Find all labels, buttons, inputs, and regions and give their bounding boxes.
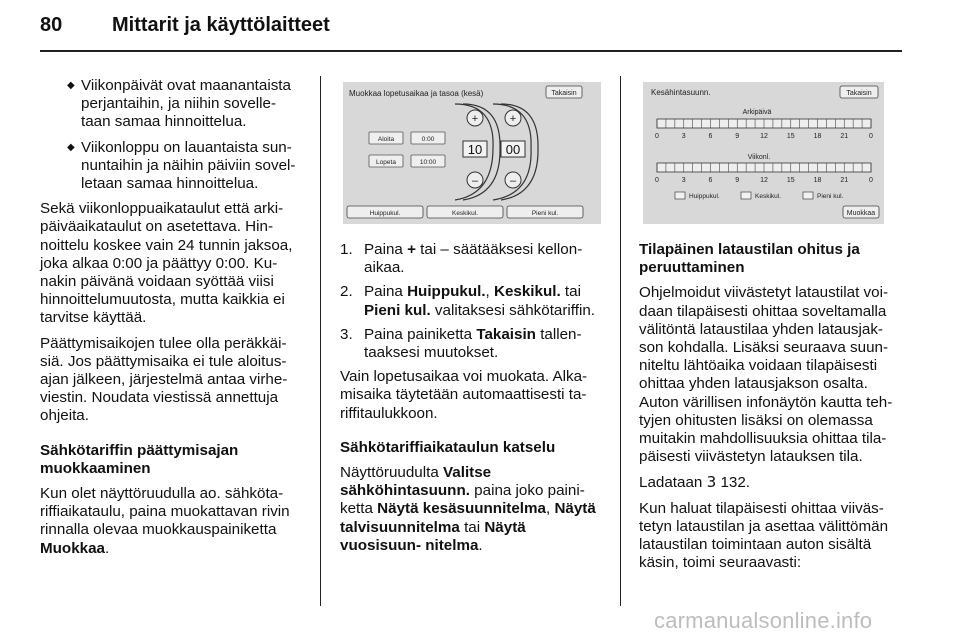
header-rule — [40, 50, 902, 52]
section-heading: Sähkötariffiaikataulun katselu — [340, 438, 556, 456]
step-text: tallen- taaksesi muutokset. — [364, 325, 582, 362]
screen-title: Kesähintasuunn. — [651, 88, 711, 97]
page-reference: 132. — [716, 474, 751, 492]
paragraph-text: paina joko paini- ketta — [340, 482, 585, 518]
paragraph: Sekä viikonloppuaikataulut että arki- päiväaikataulut on asetettava. Hin- noittelu koskee vain 24 tunnin jaksoa, joka alkaa 0:00 ja päättyy 0:00. Ku- nakin päivänä voidaan syöttää viisi hinnoittelumuutosta, mutta kaikkia ei tarvitse käyttää. — [40, 200, 293, 327]
plus-icon: + — [471, 113, 479, 125]
paragraph-bold: Valitse sähköhintasuunn. — [340, 464, 492, 500]
end-value: 10:00 — [419, 159, 437, 166]
end-label: Lopeta — [376, 159, 396, 166]
page-header — [0, 0, 960, 50]
step-bold: + — [407, 241, 416, 258]
paragraph — [639, 473, 905, 492]
hour-tick-label: 6 — [708, 133, 713, 140]
paragraph-text: Kun olet näyttöruudulla ao. sähköta- riffiaikataulu, paina muokattavan rivin rinnalla olevaa muokkauspainiketta — [40, 485, 290, 539]
column-2 — [340, 241, 608, 562]
screen-title: Muokkaa lopetusaikaa ja tasoa (kesä) — [349, 89, 484, 98]
minute-value: 00 — [505, 142, 521, 157]
tab-label: Pieni kul. — [531, 210, 559, 217]
paragraph: Ohjelmoidut viivästetyt lataustilat voi- daan tilapäisesti ohittaa soveltamalla välitöntä lataustilaa yhden latausjak- son kohdalla. Lisäksi seuraava suun- niteltu lähtöaika voidaan tilapäisesti ohittaa yhden latausjakson osalta. Auton värillisen infonäytön kautta teh- tyjen ohitusten lisäksi on olemassa muitakin mahdollisuuksia ohittaa tila- päisesti viivästetyn latauksen tila. — [639, 284, 893, 466]
bullet-item — [40, 77, 308, 132]
step-text: Paina — [364, 241, 408, 258]
step-number: 3. — [340, 325, 353, 343]
hour-tick-label: 0 — [869, 133, 873, 140]
hour-tick-label: 21 — [840, 133, 849, 140]
legend-swatch — [803, 192, 813, 199]
paragraph-text: Ladataan — [639, 474, 707, 492]
paragraph: Vain lopetusaikaa voi muokata. Alka- misaika täytetään automaattisesti ta- riffitaulukkoon. — [340, 368, 588, 422]
hour-tick-label: 3 — [681, 133, 686, 140]
page-title: Mittarit ja käyttölaitteet — [112, 14, 330, 36]
hour-tick-label: 12 — [760, 133, 768, 140]
paragraph — [340, 464, 608, 555]
hour-tick-label: 21 — [840, 177, 849, 184]
start-value: 0:00 — [421, 136, 435, 143]
back-button-label: Takaisin — [846, 90, 872, 97]
minus-icon: – — [471, 175, 479, 187]
column-3 — [639, 241, 905, 579]
bullet-text: Viikonpäivät ovat maanantaista perjantaihin, ja niihin sovelle- taan samaa hinnoittelua. — [81, 77, 291, 131]
start-label: Aloita — [377, 136, 395, 143]
column-divider-1 — [320, 76, 321, 606]
hour-value: 10 — [467, 142, 483, 157]
diamond-bullet-icon: ◆ — [67, 80, 75, 91]
step-text: Paina — [364, 283, 408, 301]
bullet-text: Viikonloppu on lauantaista sun- nuntaihin ja näihin päiviin sovel- letaan samaa hinnoittelua. — [81, 138, 296, 193]
screenshot-summer-plan — [643, 82, 884, 224]
step-text: valitaksesi sähkötariffin. — [430, 301, 596, 319]
hour-tick-label: 6 — [708, 177, 713, 184]
step-bold: Huippukul. — [407, 283, 486, 301]
hour-tick-label: 12 — [760, 177, 768, 184]
bullet-item — [40, 139, 308, 194]
step-bold: Takaisin — [476, 325, 536, 343]
step-bold: Pieni kul. — [364, 301, 431, 319]
hour-tick-label: 15 — [786, 133, 795, 140]
paragraph-text: tai — [459, 518, 485, 536]
step-text: tai – säätääksesi kellon- aikaa. — [364, 241, 583, 277]
hour-tick-label: 9 — [735, 133, 740, 140]
column-1 — [40, 77, 308, 565]
paragraph — [40, 485, 308, 558]
legend-label: Pieni kul. — [817, 193, 844, 200]
steps-list — [340, 241, 608, 362]
tab-label: Keskikul. — [451, 210, 479, 217]
step-bold: Keskikul. — [494, 283, 561, 301]
minus-icon: – — [509, 175, 517, 187]
paragraph-bold: Näytä kesäsuunnitelma — [377, 500, 546, 518]
screenshot-edit-end-time — [343, 82, 601, 224]
tab-label: Huippukul. — [369, 210, 401, 217]
paragraph-bold: Näytä talvisuunnitelma — [340, 500, 596, 536]
hour-tick-label: 0 — [655, 177, 659, 184]
step-text: Paina painiketta — [364, 325, 477, 343]
page-number: 80 — [40, 14, 63, 36]
hour-tick-label: 3 — [681, 177, 686, 184]
weekend-label: Viikonl. — [747, 154, 771, 161]
hour-tick-label: 0 — [869, 177, 873, 184]
section-heading: Tilapäinen lataustilan ohitus ja peruuttaminen — [639, 241, 860, 277]
hour-tick-label: 0 — [655, 133, 659, 140]
legend-label: Huippukul. — [689, 193, 720, 200]
list-item — [340, 283, 608, 319]
paragraph: Päättymisaikojen tulee olla peräkkäi- siä. Jos päättymisaika ei tule aloitus- ajan jälkeen, järjestelmä antaa virhe- viestin. Noudata viestissä annettuja ohjeita. — [40, 334, 288, 425]
plus-icon: + — [509, 113, 517, 125]
paragraph-text: . — [478, 536, 483, 554]
legend-swatch — [675, 192, 685, 199]
list-item — [340, 326, 608, 362]
diamond-bullet-icon: ◆ — [67, 141, 75, 153]
hour-tick-label: 18 — [813, 177, 822, 184]
list-item — [340, 241, 608, 277]
paragraph-text: . — [105, 539, 110, 557]
reference-arrow-icon: 3 — [706, 473, 717, 492]
watermark: carmanualsonline.info — [654, 608, 873, 633]
hour-tick-label: 15 — [786, 177, 795, 184]
paragraph: Kun haluat tilapäisesti ohittaa viiväs- tetyn lataustilan ja asettaa välittömän lataustilan toimintaan auton sisältä käsin, toimi seuraavasti: — [639, 499, 889, 572]
paragraph-bold: Näytä vuosisuun- nitelma — [340, 518, 526, 554]
section-heading: Sähkötariffin päättymisajan muokkaaminen — [40, 441, 239, 477]
legend-swatch — [741, 192, 751, 199]
screen-image — [643, 82, 884, 224]
step-text: , — [485, 283, 494, 301]
column-divider-2 — [620, 76, 621, 606]
weekday-label: Arkipäivä — [742, 109, 772, 116]
paragraph-text: , — [545, 500, 555, 518]
legend-label: Keskikul. — [755, 193, 782, 200]
back-button-label: Takaisin — [551, 90, 577, 97]
edit-button-label: Muokkaa — [846, 210, 876, 217]
paragraph-text: Näyttöruudulta — [340, 464, 443, 482]
step-number: 2. — [340, 283, 353, 301]
hour-tick-label: 9 — [735, 177, 740, 184]
step-number: 1. — [340, 241, 353, 258]
screen-image — [343, 82, 601, 224]
hour-tick-label: 18 — [813, 133, 822, 140]
paragraph-bold: Muokkaa — [40, 539, 105, 557]
step-text: tai — [560, 283, 581, 301]
